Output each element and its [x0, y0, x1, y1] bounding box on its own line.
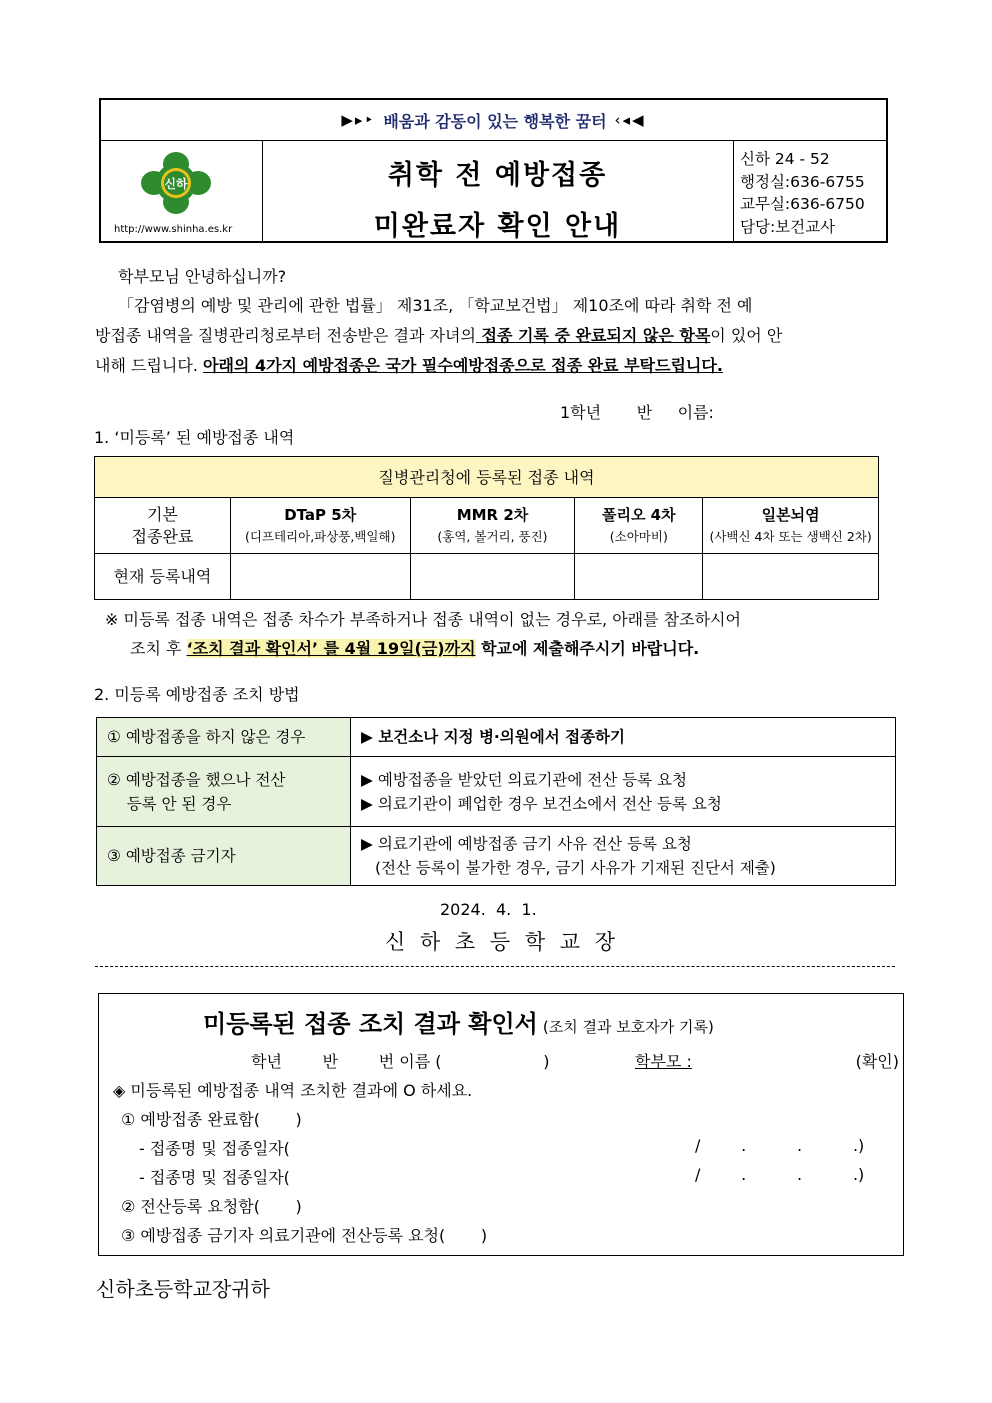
intro-line2-b: 이 있어 안 — [710, 326, 783, 345]
current-je[interactable] — [703, 554, 879, 600]
left-arrows: ▶▸‣ — [341, 111, 376, 129]
form-student[interactable]: 학년 반 번 이름 ( ) — [251, 1052, 550, 1071]
admin-phone: 행정실:636-6755 — [740, 172, 865, 191]
greeting: 학부모님 안녕하십니까? — [118, 267, 287, 286]
contact-cell — [734, 140, 886, 241]
doc-number: 신하 24 - 52 — [740, 150, 830, 168]
case-3: ③ 예방접종 금기자 — [97, 827, 351, 886]
title-cell — [262, 140, 734, 241]
confirmation-form — [98, 993, 904, 1256]
vaccine-dtap: DTaP 5차 (디프테리아,파상풍,백일해) — [230, 498, 410, 554]
logo-text: 신하 — [164, 177, 188, 191]
detail-date-2[interactable]: / . . .) — [695, 1165, 865, 1184]
action-3 — [351, 827, 896, 886]
form-title: 미등록된 접종 조치 결과 확인서 — [203, 1010, 538, 1038]
student-line: 1학년 반 이름: — [560, 403, 714, 422]
right-arrows: ‹◂◀ — [614, 111, 646, 129]
intro-line3-a: 내해 드립니다. — [95, 356, 198, 375]
vaccine-je: 일본뇌염 (사백신 4차 또는 생백신 2차) — [703, 498, 879, 554]
row-head-basic: 기본 접종완료 — [95, 498, 231, 554]
action-1: ▶ 보건소나 지정 병·의원에서 접종하기 — [351, 718, 896, 757]
action-3a: ▶ 의료기관에 예방접종 금기 사유 전산 등록 요청 — [361, 835, 692, 853]
footer-addressee: 신하초등학교장귀하 — [96, 1277, 270, 1301]
vaccine-polio: 폴리오 4차 (소아마비) — [575, 498, 703, 554]
deadline-highlight: ‘조치 결과 확인서’ 를 4월 19일(금)까지 — [186, 639, 476, 658]
date: 2024. 4. 1. — [440, 900, 537, 919]
form-instruction: ◈ 미등록된 예방접종 내역 조치한 결과에 O 하세요. — [113, 1081, 473, 1100]
principal: 신 하 초 등 학 교 장 — [385, 930, 620, 954]
title-line1: 취학 전 예방접종 — [387, 160, 608, 191]
section1-title: 1. ‘미등록’ 된 예방접종 내역 — [94, 428, 295, 447]
school-logo-icon — [140, 150, 212, 216]
form-heading — [203, 1004, 714, 1039]
intro-line2-underline: 접종 기록 중 완료되지 않은 항목 — [475, 326, 711, 345]
vaccine-mmr: MMR 2차 (홍역, 볼거리, 풍진) — [410, 498, 575, 554]
intro-line3 — [95, 352, 723, 379]
note-line2-b: 학교에 제출해주시기 바랍니다. — [475, 639, 700, 658]
parent-confirm: (확인) — [855, 1052, 899, 1071]
case-2: ② 예방접종을 했으나 전산 등록 안 된 경우 — [97, 757, 351, 827]
note-line2-a: 조치 후 — [130, 639, 182, 658]
action-2a: ▶ 예방접종을 받았던 의료기관에 전산 등록 요청 — [361, 770, 687, 789]
parent-label: 학부모 : — [635, 1052, 692, 1071]
row-head-current: 현재 등록내역 — [95, 554, 231, 600]
option-registration[interactable]: ② 전산등록 요청함( ) — [121, 1197, 302, 1216]
cut-line — [95, 966, 895, 967]
case-1: ① 예방접종을 하지 않은 경우 — [97, 718, 351, 757]
school-url[interactable]: http://www.shinha.es.kr — [114, 224, 233, 235]
detail-line-2[interactable]: - 접종명 및 접종일자( — [139, 1168, 290, 1187]
slogan-bar — [101, 100, 886, 141]
intro-line3-underline: 아래의 4가지 예방접종은 국가 필수예방접종으로 접종 완료 부탁드립니다. — [203, 356, 723, 375]
option-contraindication[interactable]: ③ 예방접종 금기자 의료기관에 전산등록 요청( ) — [121, 1226, 488, 1245]
header-box — [99, 98, 888, 243]
action-table — [96, 717, 896, 886]
slogan: 배움과 감동이 있는 행복한 꿈터 — [383, 111, 607, 131]
detail-date-1[interactable]: / . . .) — [695, 1136, 865, 1155]
school-logo-cell — [101, 140, 263, 241]
title-line2: 미완료자 확인 안내 — [373, 211, 622, 242]
current-mmr[interactable] — [410, 554, 575, 600]
section2-title: 2. 미등록 예방접종 조치 방법 — [94, 685, 300, 704]
intro-line2-a: 방접종 내역을 질병관리청로부터 전송받은 결과 자녀의 — [95, 326, 476, 345]
form-subtitle: (조치 결과 보호자가 기록) — [542, 1018, 714, 1036]
contact-person: 담당:보건교사 — [740, 217, 836, 236]
action-2b: ▶ 의료기관이 폐업한 경우 보건소에서 전산 등록 요청 — [361, 794, 722, 813]
form-parent[interactable] — [635, 1049, 901, 1072]
current-dtap[interactable] — [230, 554, 410, 600]
note-line2 — [130, 635, 699, 662]
current-polio[interactable] — [575, 554, 703, 600]
option-completed[interactable]: ① 예방접종 완료함( ) — [121, 1110, 302, 1129]
note-line1: ※ 미등록 접종 내역은 접종 차수가 부족하거나 접종 내역이 없는 경우로, 아래를 참조하시어 — [105, 610, 741, 629]
intro-line2 — [95, 322, 782, 349]
action-3b: (전산 등록이 불가한 경우, 금기 사유가 기재된 진단서 제출) — [375, 859, 776, 877]
staff-phone: 교무실:636-6750 — [740, 195, 865, 213]
intro-line1: 「감염병의 예방 및 관리에 관한 법률」 제31조, 「학교보건법」 제10조에 따라 취학 전 예 — [118, 296, 753, 315]
action-2 — [351, 757, 896, 827]
table-title: 질병관리청에 등록된 접종 내역 — [95, 457, 879, 498]
detail-line-1[interactable]: - 접종명 및 접종일자( — [139, 1139, 290, 1158]
vaccine-record-table — [94, 456, 879, 600]
